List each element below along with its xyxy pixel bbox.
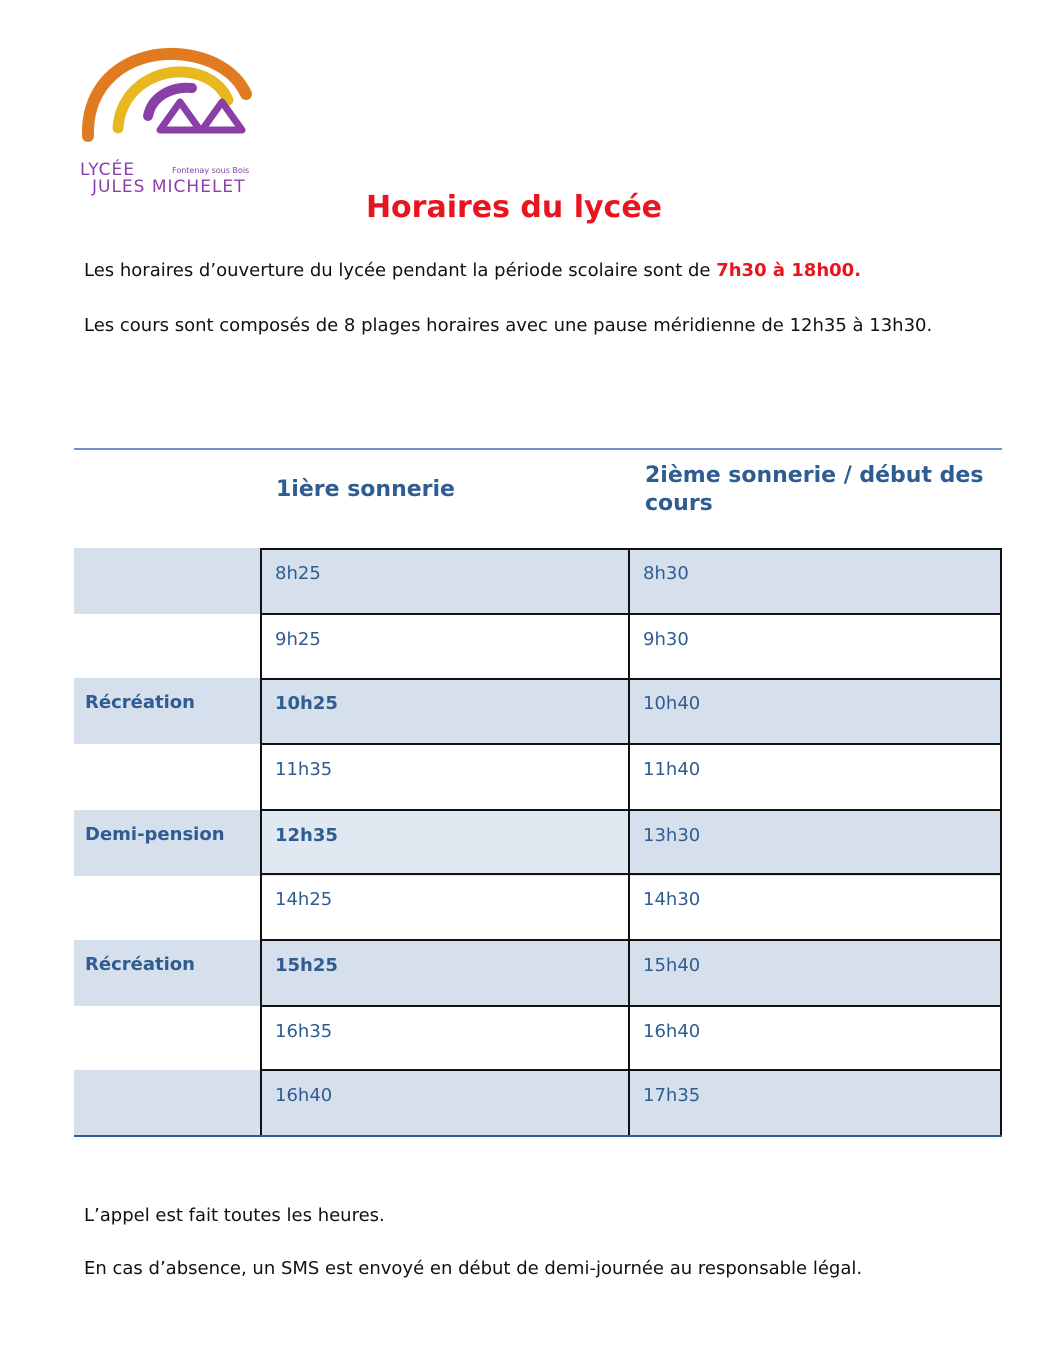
table-row — [74, 810, 1002, 876]
logo-arcs-icon — [76, 44, 276, 164]
first-bell-time: 16h35 — [275, 1021, 333, 1042]
table-row — [74, 1070, 1002, 1136]
table-row — [74, 678, 1002, 744]
first-bell-time: 16h40 — [275, 1085, 333, 1106]
first-bell-cell — [260, 810, 630, 876]
second-bell-cell — [630, 614, 1002, 680]
col1-header: 1ière sonnerie — [276, 477, 455, 502]
opening-hours-paragraph — [84, 258, 984, 284]
row-label-cell — [74, 744, 260, 810]
table-row — [74, 614, 1002, 680]
logo-text-lycee: LYCÉE — [80, 160, 136, 180]
row-divider — [260, 873, 1002, 875]
school-logo — [76, 44, 276, 204]
second-bell-time: 8h30 — [643, 563, 689, 584]
first-bell-cell — [260, 548, 630, 614]
second-bell-cell — [630, 744, 1002, 810]
second-bell-time: 9h30 — [643, 629, 689, 650]
first-bell-cell — [260, 1070, 630, 1136]
row-label: Demi-pension — [85, 824, 225, 845]
col2-header: 2ième sonnerie / début des cours — [645, 463, 984, 516]
page-title: Horaires du lycée — [365, 190, 663, 225]
table-row — [74, 744, 1002, 810]
first-bell-cell — [260, 678, 630, 744]
table-bottom-line — [74, 1135, 1002, 1137]
first-bell-time: 14h25 — [275, 889, 333, 910]
row-divider — [260, 1005, 1002, 1007]
first-bell-cell — [260, 940, 630, 1006]
row-label-cell — [74, 940, 260, 1006]
logo-text-name: JULES MICHELET — [92, 177, 246, 197]
row-divider — [260, 678, 1002, 680]
second-bell-cell — [630, 940, 1002, 1006]
row-label: Récréation — [85, 954, 195, 975]
first-bell-time: 15h25 — [275, 955, 338, 976]
second-bell-cell — [630, 1006, 1002, 1072]
logo-text-place: Fontenay sous Bois — [172, 166, 250, 175]
absence-paragraph: En cas d’absence, un SMS est envoyé en début de demi-journée au responsable légal. — [84, 1258, 863, 1279]
row-label-cell — [74, 678, 260, 744]
second-bell-time: 16h40 — [643, 1021, 701, 1042]
row-divider — [260, 548, 1002, 550]
second-bell-cell — [630, 810, 1002, 876]
first-bell-cell — [260, 744, 630, 810]
second-bell-cell — [630, 1070, 1002, 1136]
row-divider — [260, 1069, 1002, 1071]
table-row — [74, 548, 1002, 614]
second-bell-cell — [630, 678, 1002, 744]
row-label-cell — [74, 1006, 260, 1072]
row-label-cell — [74, 874, 260, 940]
attendance-paragraph: L’appel est fait toutes les heures. — [84, 1205, 385, 1226]
row-divider — [260, 613, 1002, 615]
second-bell-time: 13h30 — [643, 825, 701, 846]
table-top-line — [74, 448, 1002, 450]
second-bell-time: 17h35 — [643, 1085, 701, 1106]
table-row — [74, 1006, 1002, 1072]
row-label-cell — [74, 548, 260, 614]
first-bell-cell — [260, 1006, 630, 1072]
first-bell-cell — [260, 614, 630, 680]
row-label-cell — [74, 1070, 260, 1136]
first-bell-time: 11h35 — [275, 759, 333, 780]
second-bell-time: 11h40 — [643, 759, 701, 780]
row-label-cell — [74, 810, 260, 876]
opening-hours-text: Les horaires d’ouverture du lycée pendant la période scolaire sont de — [84, 260, 717, 281]
second-bell-time: 10h40 — [643, 693, 701, 714]
first-bell-time: 12h35 — [275, 825, 338, 846]
opening-hours-value: 7h30 à 18h00. — [716, 260, 862, 281]
courses-paragraph: Les cours sont composés de 8 plages horaires avec une pause méridienne de 12h35 à 13h30. — [84, 315, 933, 336]
first-bell-time: 10h25 — [275, 693, 338, 714]
table-row — [74, 874, 1002, 940]
first-bell-cell — [260, 874, 630, 940]
first-bell-time: 8h25 — [275, 563, 321, 584]
second-bell-time: 14h30 — [643, 889, 701, 910]
table-row — [74, 940, 1002, 1006]
second-bell-time: 15h40 — [643, 955, 701, 976]
first-bell-time: 9h25 — [275, 629, 321, 650]
second-bell-cell — [630, 874, 1002, 940]
row-divider — [260, 939, 1002, 941]
row-divider — [260, 809, 1002, 811]
row-label-cell — [74, 614, 260, 680]
row-label: Récréation — [85, 692, 195, 713]
second-bell-cell — [630, 548, 1002, 614]
row-divider — [260, 743, 1002, 745]
